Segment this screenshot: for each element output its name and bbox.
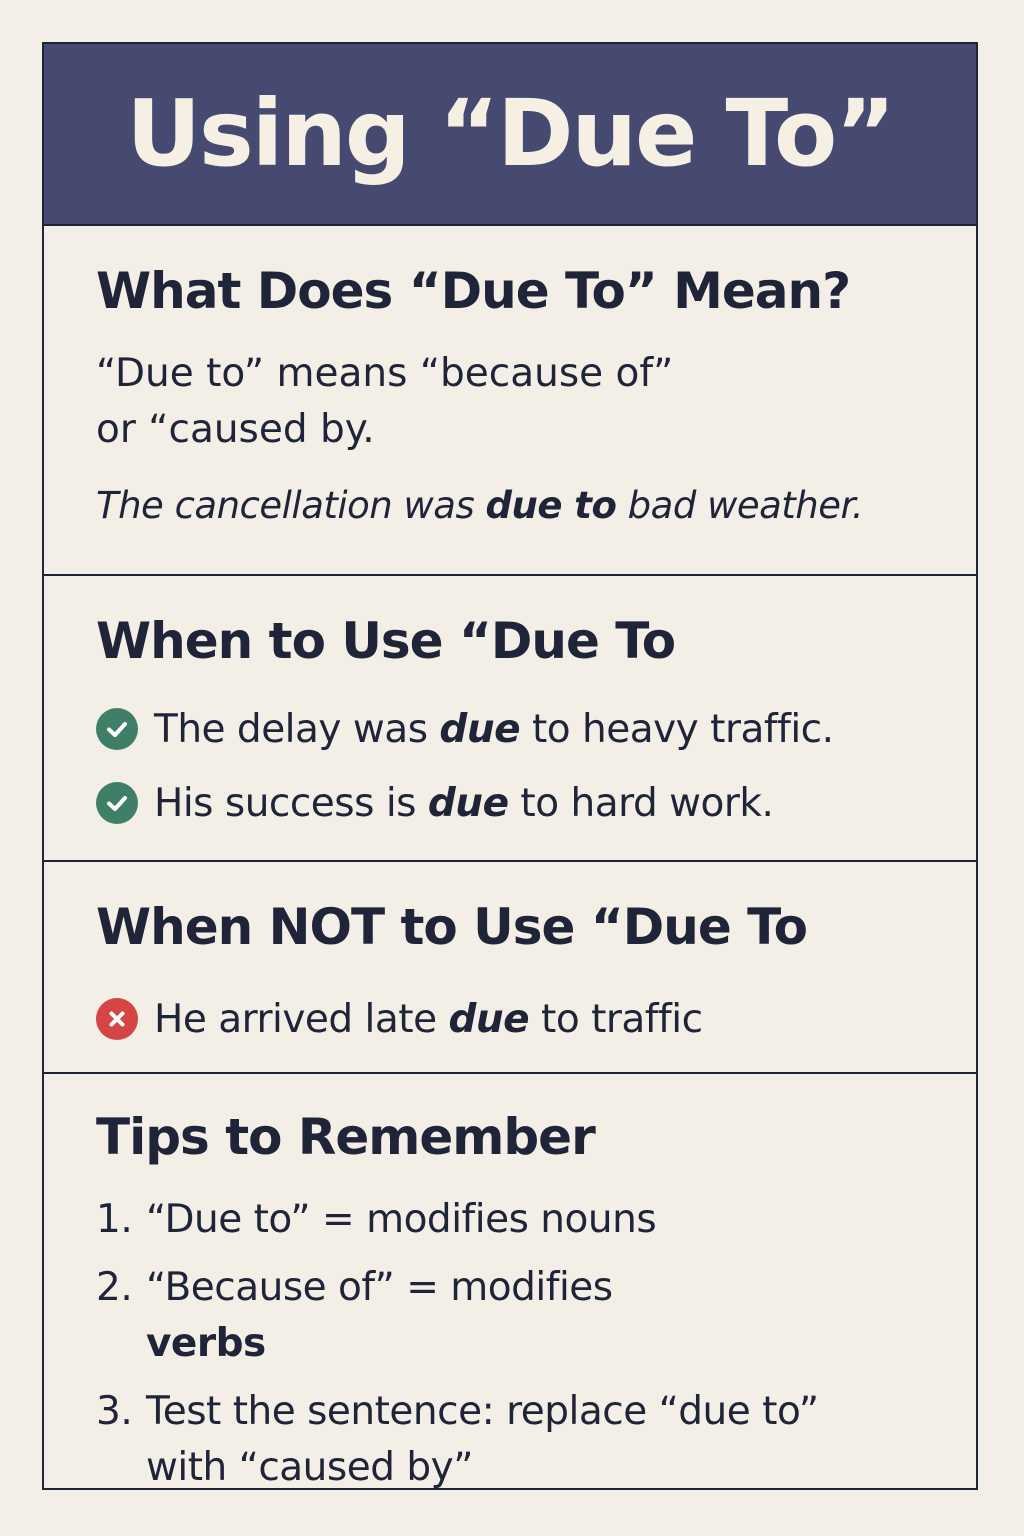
list-item — [96, 692, 924, 766]
infographic-card — [42, 42, 978, 1490]
item-text — [154, 707, 834, 752]
section-heading-when-not-to-use: When NOT to Use “Due To — [96, 898, 807, 956]
item-pre: He arrived late — [154, 996, 449, 1042]
item-post: to hard work. — [508, 780, 774, 826]
item-pre: His success is — [154, 780, 428, 826]
tip-text — [146, 1384, 819, 1496]
section-heading-when-to-use: When to Use “Due To — [96, 612, 676, 670]
section-when-not-to-use — [44, 862, 976, 1074]
page-title: Using “Due To” — [126, 80, 894, 187]
tip-line-2: with “caused by” — [146, 1445, 473, 1490]
item-post: to traffic — [529, 996, 703, 1042]
section-tips — [44, 1074, 976, 1488]
item-text — [154, 781, 773, 826]
section-when-to-use — [44, 576, 976, 862]
x-icon — [96, 998, 138, 1040]
tip-item — [96, 1192, 924, 1248]
item-emphasis: due — [427, 780, 509, 826]
list-item — [96, 982, 924, 1056]
tip-line-1: “Because of” = modifies — [146, 1265, 613, 1310]
tip-emphasis: verbs — [146, 1321, 266, 1366]
list-item — [96, 766, 924, 840]
item-post: to heavy traffic. — [520, 706, 834, 752]
tips-list — [96, 1192, 924, 1496]
example-post: bad weather. — [616, 484, 864, 527]
tip-line-1: “Due to” = modifies nouns — [146, 1197, 657, 1242]
check-icon — [96, 782, 138, 824]
section-heading-tips: Tips to Remember — [96, 1108, 595, 1166]
tip-text — [146, 1260, 613, 1372]
section-heading-meaning: What Does “Due To” Mean? — [96, 262, 851, 320]
item-text — [154, 997, 703, 1042]
tip-number: 1. — [96, 1197, 133, 1242]
section-meaning — [44, 226, 976, 576]
item-emphasis: due — [439, 706, 521, 752]
definition-line-1: “Due to” means “because of” — [96, 351, 674, 396]
example-emphasis: due to — [485, 484, 617, 527]
correct-examples-list — [96, 692, 924, 840]
tip-number: 3. — [96, 1389, 133, 1434]
item-pre: The delay was — [154, 706, 440, 752]
tip-item — [96, 1384, 924, 1496]
tip-line-1: Test the sentence: replace “due to” — [146, 1389, 819, 1434]
definition-line-2: or “caused by. — [96, 407, 375, 452]
definition-text — [96, 346, 924, 458]
example-sentence — [96, 484, 924, 527]
example-pre: The cancellation was — [96, 484, 486, 527]
tip-item — [96, 1260, 924, 1372]
title-banner — [44, 44, 976, 226]
item-emphasis: due — [448, 996, 530, 1042]
incorrect-examples-list — [96, 982, 924, 1056]
tip-number: 2. — [96, 1265, 133, 1310]
check-icon — [96, 708, 138, 750]
tip-text — [146, 1192, 656, 1248]
